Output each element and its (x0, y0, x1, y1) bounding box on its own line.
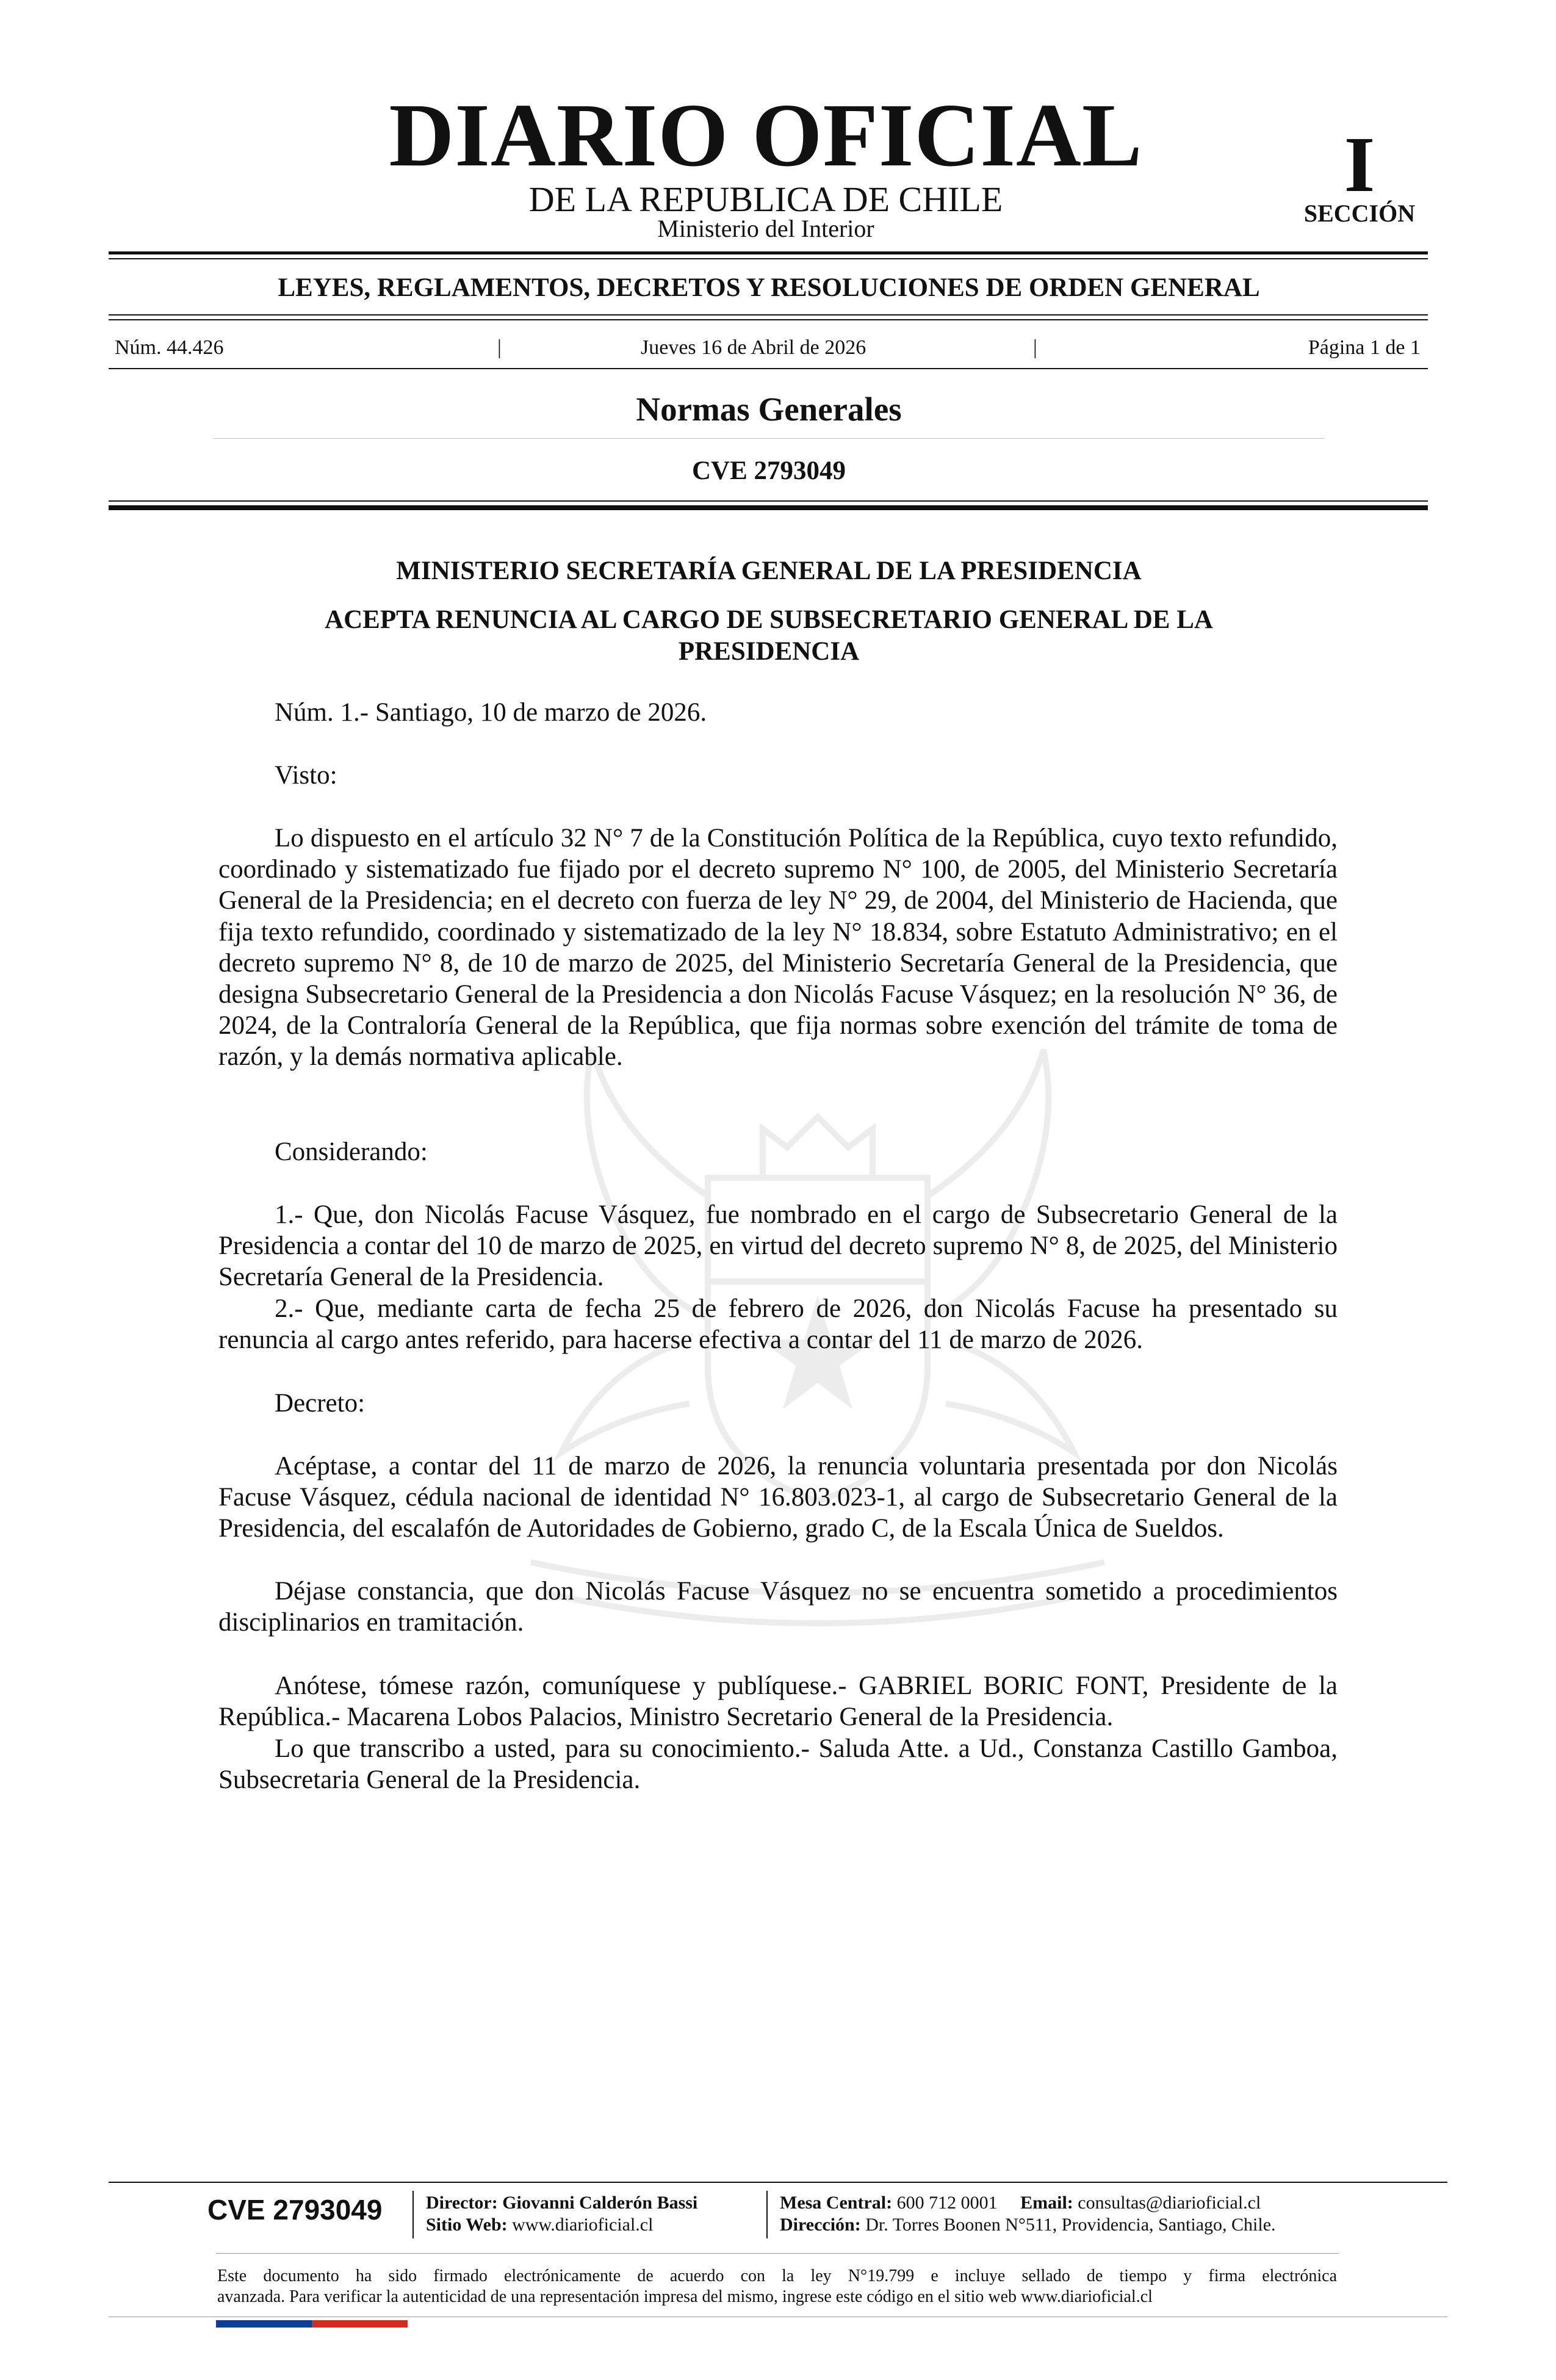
closing-paragraph-2: Lo que transcribo a usted, para su conocimiento.- Saluda Atte. a Ud., Constanza Castillo Gamboa, Subsecretaria General de la Presidencia. (218, 1734, 1338, 1795)
decree-line: Núm. 1.- Santiago, 10 de marzo de 2026. (275, 698, 707, 727)
footer-phone-label: Mesa Central: (780, 2193, 893, 2213)
footer-cve-code: CVE 2793049 (207, 2194, 383, 2226)
footer-verification-note (217, 2266, 1337, 2307)
section-label: SECCIÓN (1303, 200, 1416, 227)
visto-label: Visto: (275, 761, 337, 790)
footer-note-line-1: Este documento ha sido firmado electrónicamente de acuerdo con la ley N°19.799 e incluye sellado de tiempo y firma electrónica (217, 2266, 1337, 2285)
issue-rule-top-2 (109, 319, 1428, 320)
flag-stripe-blue (216, 2320, 312, 2328)
decreto-article-1: Acéptase, a contar del 11 de marzo de 2026, la renuncia voluntaria presentada por don Nicolás Facuse Vásquez, cédula nacional de identidad N° 16.803.023-1, al cargo de Subsecretario General de la Presidencia, del escalafón de Autoridades de Gobierno, grado C, de la Escala Única de Sueldos. (218, 1452, 1338, 1543)
footer-director-value: Giovanni Calderón Bassi (502, 2193, 698, 2213)
header-rule-thin (109, 258, 1428, 259)
masthead-title: DIARIO OFICIAL (389, 85, 1143, 186)
footer-note-rule (216, 2253, 1339, 2254)
visto-paragraph: Lo dispuesto en el artículo 32 N° 7 de la Constitución Política de la República, cuyo texto refundido, coordinado y sistematizado fue fijado por el decreto supremo N° 100, de 2005, del Ministerio Secretaría General de la Presidencia; en el decreto con fuerza de ley N° 29, de 2004, del Ministerio de Hacienda, que fija texto refundido, coordinado y sistematizado de la ley N° 18.834, sobre Estatuto Administrativo; en el decreto supremo N° 8, de 10 de marzo de 2025, del Ministerio Secretaría General de la Presidencia, que designa Subsecretario General de la Presidencia a don Nicolás Facuse Vásquez; en la resolución N° 36, de 2024, de la Contraloría General de la República, que fija normas sobre exención del trámite de toma de razón, y la demás normativa aplicable. (218, 824, 1338, 1072)
decreto-label: Decreto: (275, 1389, 366, 1418)
considerando-label: Considerando: (275, 1138, 428, 1166)
footer-site-label: Sitio Web: (426, 2215, 508, 2235)
footer-note-line-2: avanzada. Para verificar la autenticidad de una representación impresa del mismo, ingrese este código en el sitio web www.diarioficial.cl (217, 2287, 1153, 2306)
section-rule-thick (109, 505, 1428, 510)
closing-paragraph-1: Anótese, tómese razón, comuníquese y publíquese.- GABRIEL BORIC FONT, Presidente de la República.- Macarena Lobos Palacios, Ministro Secretario General de la Presidencia. (218, 1671, 1338, 1732)
cve-code: CVE 2793049 (691, 456, 846, 485)
decreto-article-2: Déjase constancia, que don Nicolás Facuse Vásquez no se encuentra sometido a procedimientos disciplinarios en tramitación. (218, 1577, 1338, 1637)
footer-address-row (780, 2214, 1276, 2236)
issue-rule-bottom (109, 368, 1428, 369)
section-title: Normas Generales (636, 391, 902, 428)
footer-contact-row (780, 2192, 1276, 2214)
issue-separator-left: | (497, 336, 502, 359)
footer-director-label: Director: (426, 2193, 498, 2213)
issue-rule-top-1 (109, 314, 1428, 316)
category-heading: LEYES, REGLAMENTOS, DECRETOS Y RESOLUCIONES DE ORDEN GENERAL (278, 273, 1260, 302)
issue-separator-right: | (1033, 336, 1037, 359)
footer-contact-block (780, 2192, 1276, 2236)
footer-site-row (426, 2214, 697, 2236)
footer-separator-2 (766, 2191, 768, 2238)
footer-email-link[interactable]: consultas@diarioficial.cl (1078, 2193, 1261, 2213)
footer-separator-1 (412, 2191, 414, 2238)
issue-number: Núm. 44.426 (115, 336, 224, 359)
section-rule-thin (109, 500, 1428, 502)
footer-rule (109, 2182, 1447, 2183)
footer-email-label: Email: (1020, 2193, 1073, 2213)
header-rule-thick (109, 251, 1428, 254)
section-title-underline (214, 438, 1324, 439)
footer-director-block (426, 2192, 697, 2236)
footer-site-link[interactable]: www.diarioficial.cl (512, 2215, 654, 2235)
footer-phone-value: 600 712 0001 (896, 2193, 998, 2213)
considerando-item-2: 2.- Que, mediante carta de fecha 25 de febrero de 2026, don Nicolás Facuse ha presentado su renuncia al cargo antes referido, para hacerse efectiva a contar del 11 de marzo de 2026. (218, 1294, 1338, 1355)
document-title: ACEPTA RENUNCIA AL CARGO DE SUBSECRETARIO GENERAL DE LA PRESIDENCIA (325, 605, 1213, 666)
issue-date: Jueves 16 de Abril de 2026 (641, 336, 866, 359)
masthead-ministry: Ministerio del Interior (657, 215, 874, 242)
considerando-item-1: 1.- Que, don Nicolás Facuse Vásquez, fue nombrado en el cargo de Subsecretario General de la Presidencia a contar del 10 de marzo de 2025, en virtud del decreto supremo N° 8, de 2025, del Ministerio Secretaría General de la Presidencia. (218, 1200, 1338, 1292)
issue-page: Página 1 de 1 (1308, 336, 1421, 359)
section-number: I (1344, 121, 1375, 209)
document-ministry: MINISTERIO SECRETARÍA GENERAL DE LA PRESIDENCIA (396, 557, 1142, 585)
flag-stripe-red (312, 2320, 408, 2328)
footer-director-row (426, 2192, 697, 2214)
footer-address-value: Dr. Torres Boonen N°511, Providencia, Santiago, Chile. (865, 2215, 1276, 2235)
footer-address-label: Dirección: (780, 2215, 861, 2235)
masthead-subtitle: DE LA REPUBLICA DE CHILE (528, 179, 1003, 219)
